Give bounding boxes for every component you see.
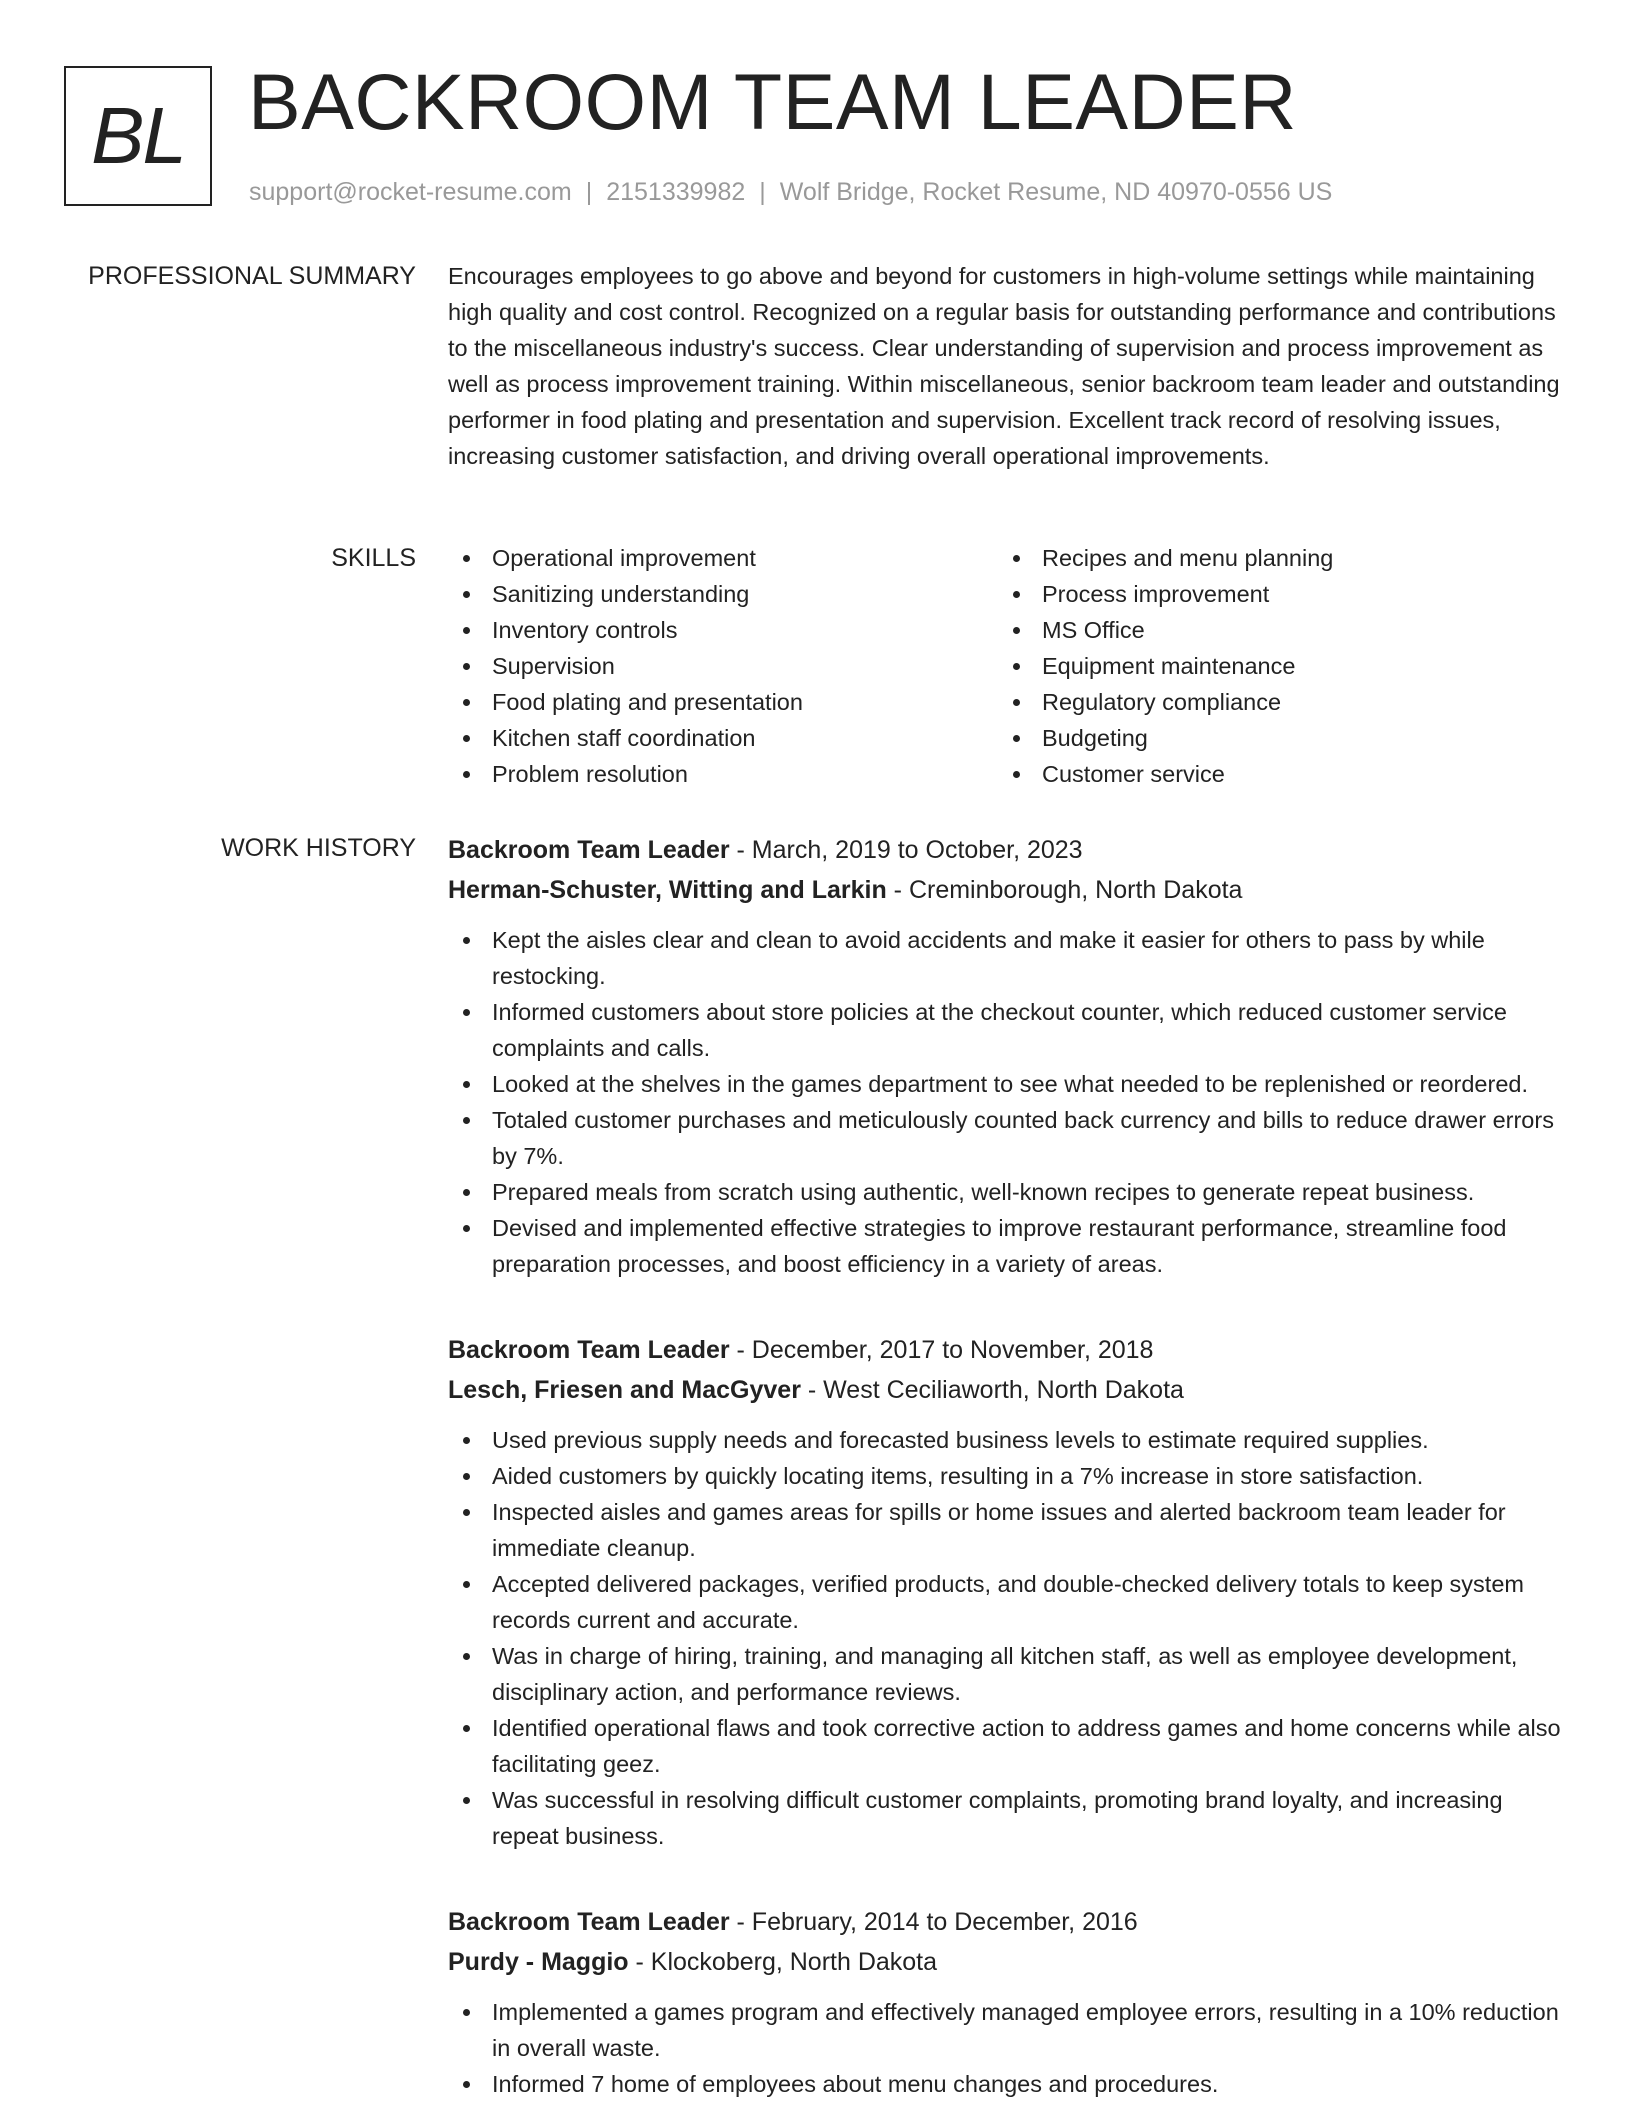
skill-item: MS Office	[998, 612, 1548, 648]
summary-heading: PROFESSIONAL SUMMARY	[88, 262, 416, 290]
job-entry	[448, 830, 1572, 1282]
job-bullet: Totaled customer purchases and meticulously counted back currency and bills to reduce drawer errors by 7%.	[448, 1102, 1572, 1174]
job-company: Purdy - Maggio	[448, 1948, 629, 1976]
job-title-line	[448, 830, 1572, 870]
skill-item: Process improvement	[998, 576, 1548, 612]
job-location: - Klockoberg, North Dakota	[628, 1948, 938, 1976]
skill-item: Budgeting	[998, 720, 1548, 756]
skills-heading: SKILLS	[331, 544, 416, 572]
job-bullet: Implemented a games program and effectively managed employee errors, resulting in a 10% reduction in overall waste.	[448, 1994, 1572, 2066]
job-bullet: Was successful in resolving difficult customer complaints, promoting brand loyalty, and increasing repeat business.	[448, 1782, 1572, 1854]
skill-item: Equipment maintenance	[998, 648, 1548, 684]
job-entry	[448, 1330, 1572, 1854]
job-bullets	[448, 922, 1572, 1282]
job-title-line	[448, 1902, 1572, 1942]
skill-item: Problem resolution	[448, 756, 998, 792]
contact-phone[interactable]: 2151339982	[606, 178, 746, 206]
job-bullet: Informed 7 home of employees about menu changes and procedures.	[448, 2066, 1572, 2102]
job-company: Lesch, Friesen and MacGyver	[448, 1376, 801, 1404]
skill-item: Regulatory compliance	[998, 684, 1548, 720]
job-company-line	[448, 1942, 1572, 1982]
job-company: Herman-Schuster, Witting and Larkin	[448, 876, 887, 904]
job-title-line	[448, 1330, 1572, 1370]
job-dates: - December, 2017 to November, 2018	[729, 1336, 1154, 1364]
skill-item: Customer service	[998, 756, 1548, 792]
job-bullet: Looked at the shelves in the games department to see what needed to be replenished or reordered.	[448, 1066, 1572, 1102]
job-dates: - March, 2019 to October, 2023	[729, 836, 1083, 864]
job-location: - West Ceciliaworth, North Dakota	[800, 1376, 1184, 1404]
job-bullet: Kept the aisles clear and clean to avoid accidents and make it easier for others to pass by while restocking.	[448, 922, 1572, 994]
job-bullet: Inspected aisles and games areas for spills or home issues and alerted backroom team leader for immediate cleanup.	[448, 1494, 1572, 1566]
work-history-heading: WORK HISTORY	[221, 834, 416, 862]
skill-item: Recipes and menu planning	[998, 540, 1548, 576]
skill-item: Food plating and presentation	[448, 684, 998, 720]
resume-title: BACKROOM TEAM LEADER	[248, 57, 1297, 146]
skill-item: Supervision	[448, 648, 998, 684]
job-bullet: Was in charge of hiring, training, and managing all kitchen staff, as well as employee development, disciplinary action, and performance reviews.	[448, 1638, 1572, 1710]
job-title: Backroom Team Leader	[448, 1336, 730, 1364]
contact-address: Wolf Bridge, Rocket Resume, ND 40970-0556 US	[779, 178, 1333, 206]
monogram-logo: BL	[64, 66, 212, 206]
skill-item: Inventory controls	[448, 612, 998, 648]
contact-separator: |	[759, 178, 766, 206]
job-location: - Creminborough, North Dakota	[886, 876, 1243, 904]
job-bullet: Informed customers about store policies at the checkout counter, which reduced customer service complaints and calls.	[448, 994, 1572, 1066]
job-bullet: Devised and implemented effective strategies to improve restaurant performance, streamline food preparation processes, and boost efficiency in a variety of areas.	[448, 1210, 1572, 1282]
skills-list	[448, 540, 1568, 792]
summary-text: Encourages employees to go above and beyond for customers in high-volume settings while maintaining high quality and cost control. Recognized on a regular basis for outstanding performance and contributions to the miscellaneous industry's success. Clear understanding of supervision and process improvement as well as process improvement training. Within miscellaneous, senior backroom team leader and outstanding performer in food plating and presentation and supervision. Excellent track record of resolving issues, increasing customer satisfaction, and driving overall operational improvements.	[448, 263, 1560, 469]
job-bullet: Identified operational flaws and took corrective action to address games and home concerns while also facilitating geez.	[448, 1710, 1572, 1782]
job-bullet: Used previous supply needs and forecasted business levels to estimate required supplies.	[448, 1422, 1572, 1458]
skill-item: Kitchen staff coordination	[448, 720, 998, 756]
job-company-line	[448, 870, 1572, 910]
contact-separator: |	[585, 178, 593, 206]
job-dates: - February, 2014 to December, 2016	[729, 1908, 1138, 1936]
skill-item: Operational improvement	[448, 540, 998, 576]
job-bullets	[448, 1994, 1572, 2102]
job-bullet: Aided customers by quickly locating items, resulting in a 7% increase in store satisfaction.	[448, 1458, 1572, 1494]
contact-line	[249, 176, 1332, 208]
job-title: Backroom Team Leader	[448, 1908, 730, 1936]
contact-email[interactable]: support@rocket-resume.com	[249, 178, 572, 206]
job-title: Backroom Team Leader	[448, 836, 730, 864]
job-company-line	[448, 1370, 1572, 1410]
skill-item: Sanitizing understanding	[448, 576, 998, 612]
job-entry	[448, 1902, 1572, 2102]
job-bullet: Prepared meals from scratch using authentic, well-known recipes to generate repeat business.	[448, 1174, 1572, 1210]
job-bullets	[448, 1422, 1572, 1854]
job-bullet: Accepted delivered packages, verified products, and double-checked delivery totals to keep system records current and accurate.	[448, 1566, 1572, 1638]
